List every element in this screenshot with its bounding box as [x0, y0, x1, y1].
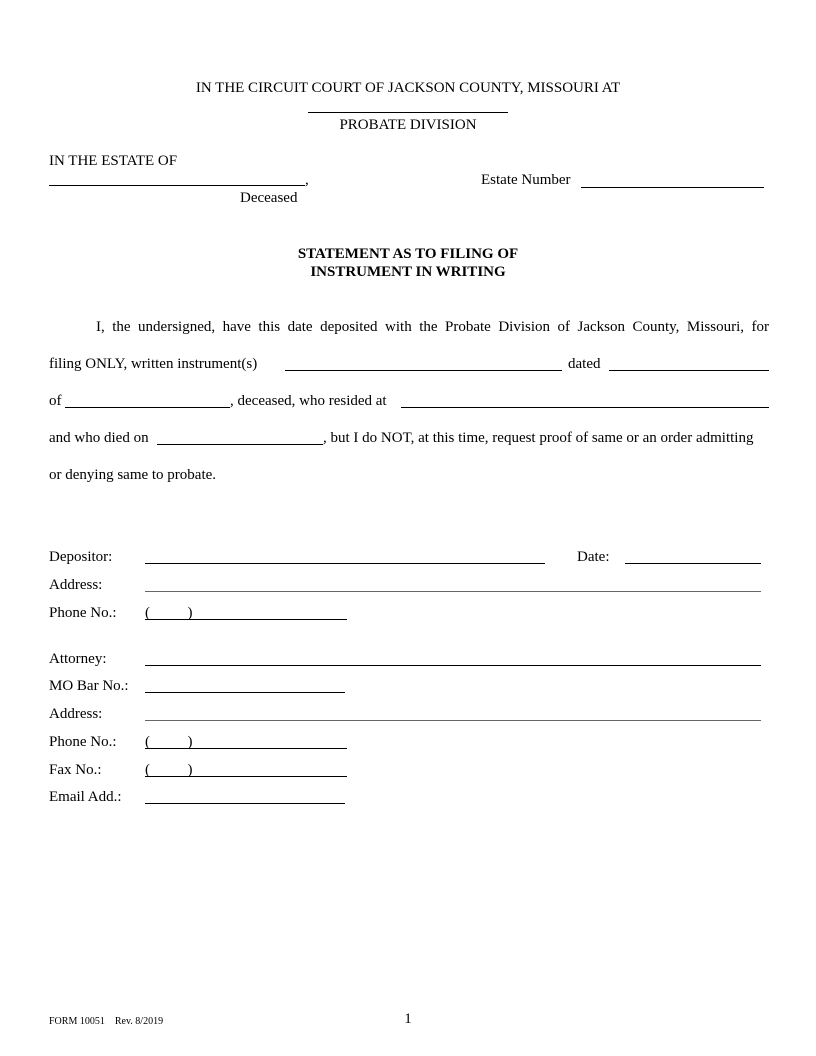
- fax-field[interactable]: [145, 776, 347, 777]
- dated-label: dated: [568, 356, 601, 372]
- fax-label: Fax No.:: [49, 762, 102, 778]
- depositor-phone-label: Phone No.:: [49, 605, 117, 621]
- dated-field[interactable]: [609, 370, 769, 371]
- depositor-phone-area: ( ): [145, 605, 193, 621]
- date-of-death-field[interactable]: [157, 444, 323, 445]
- document-title-line1: STATEMENT AS TO FILING OF: [297, 246, 519, 262]
- deceased-label: Deceased: [240, 190, 298, 206]
- of-label: of: [49, 393, 62, 409]
- depositor-label: Depositor:: [49, 549, 113, 565]
- attorney-phone-field[interactable]: [145, 748, 347, 749]
- body-line-2: [49, 355, 771, 373]
- residence-field[interactable]: [401, 407, 769, 408]
- attorney-label: Attorney:: [49, 651, 107, 667]
- attorney-address-label: Address:: [49, 706, 103, 722]
- instrument-label: filing ONLY, written instrument(s): [49, 356, 258, 372]
- resided-label: , deceased, who resided at: [230, 393, 387, 409]
- court-location-field[interactable]: [308, 112, 508, 113]
- body-line-1: I, the undersigned, have this date deposited with the Probate Division of Jackson County, Missouri, for: [96, 319, 769, 335]
- depositor-phone-field[interactable]: [145, 619, 347, 620]
- estate-number-label: Estate Number: [481, 172, 571, 188]
- form-number: FORM 10051 Rev. 8/2019: [49, 1016, 164, 1027]
- attorney-phone-label: Phone No.:: [49, 734, 117, 750]
- estate-of-label: IN THE ESTATE OF: [49, 153, 178, 169]
- body-line-3: [49, 392, 771, 410]
- body-line-4: [49, 429, 771, 447]
- fax-area: ( ): [145, 762, 193, 778]
- depositor-address-field[interactable]: [145, 591, 761, 592]
- decedent-of-field[interactable]: [65, 407, 230, 408]
- bar-number-label: MO Bar No.:: [49, 678, 129, 694]
- email-field[interactable]: [145, 803, 345, 804]
- attorney-phone-area: ( ): [145, 734, 193, 750]
- division-heading: PROBATE DIVISION: [339, 117, 477, 133]
- page-number: 1: [404, 1011, 412, 1027]
- bar-number-field[interactable]: [145, 692, 345, 693]
- court-heading: IN THE CIRCUIT COURT OF JACKSON COUNTY, MISSOURI AT: [195, 80, 621, 96]
- attorney-field[interactable]: [145, 665, 761, 666]
- died-on-label: and who died on: [49, 430, 149, 446]
- date-label: Date:: [577, 549, 610, 565]
- depositor-address-label: Address:: [49, 577, 103, 593]
- email-label: Email Add.:: [49, 789, 122, 805]
- attorney-address-field[interactable]: [145, 720, 761, 721]
- depositor-field[interactable]: [145, 563, 545, 564]
- caption-comma: ,: [305, 172, 309, 188]
- request-text: , but I do NOT, at this time, request proof of same or an order admitting: [323, 430, 754, 446]
- body-line-5: or denying same to probate.: [49, 467, 217, 483]
- estate-number-field[interactable]: [581, 187, 764, 188]
- document-title-line2: INSTRUMENT IN WRITING: [310, 264, 506, 280]
- decedent-name-field[interactable]: [49, 185, 305, 186]
- depositor-date-field[interactable]: [625, 563, 761, 564]
- instrument-field[interactable]: [285, 370, 562, 371]
